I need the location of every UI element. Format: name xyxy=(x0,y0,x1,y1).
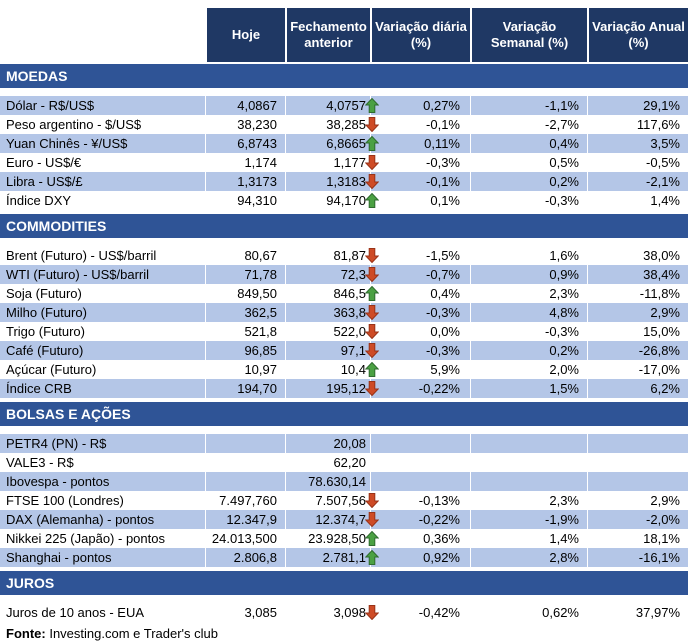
cell-var-anual: -2,1% xyxy=(587,172,688,191)
cell-var-anual: -16,1% xyxy=(587,548,688,567)
row-label: Café (Futuro) xyxy=(0,341,205,360)
cell-var-diaria xyxy=(370,603,470,622)
trend-up-icon xyxy=(365,98,379,113)
table-row xyxy=(0,529,688,548)
trend-arrow xyxy=(365,474,379,489)
cell-hoje: 849,50 xyxy=(205,284,285,303)
cell-fechamento: 20,08 xyxy=(285,434,370,453)
cell-var-semanal xyxy=(470,472,587,491)
cell-var-diaria xyxy=(370,191,470,210)
column-header-fechamento: Fechamento anterior xyxy=(285,8,370,62)
cell-fechamento: 81,87 xyxy=(285,246,370,265)
row-label: Índice DXY xyxy=(6,193,72,208)
row-label: Açúcar (Futuro) xyxy=(6,362,97,377)
trend-down-icon xyxy=(365,174,379,189)
cell-fechamento: 23.928,50 xyxy=(285,529,370,548)
section-rows xyxy=(0,434,688,567)
table-row xyxy=(0,453,688,472)
cell-var-semanal: 0,2% xyxy=(470,172,587,191)
cell-var-diaria xyxy=(370,379,470,398)
cell-fechamento: 6,8665 xyxy=(285,134,370,153)
cell-var-semanal: 0,2% xyxy=(470,341,587,360)
cell-var-semanal: 4,8% xyxy=(470,303,587,322)
cell-hoje: 24.013,500 xyxy=(205,529,285,548)
cell-var-diaria xyxy=(370,341,470,360)
row-label: DAX (Alemanha) - pontos xyxy=(0,510,205,529)
cell-var-diaria xyxy=(370,303,470,322)
cell-var-diaria xyxy=(370,529,470,548)
cell-hoje: 94,310 xyxy=(205,191,285,210)
var-diaria-value: -0,42% xyxy=(418,605,460,620)
var-diaria-value: 0,1% xyxy=(430,193,460,208)
cell-hoje: 362,5 xyxy=(205,303,285,322)
trend-down-icon xyxy=(365,117,379,132)
cell-hoje: 6,8743 xyxy=(205,134,285,153)
cell-var-semanal: 0,4% xyxy=(470,134,587,153)
column-header-var-diaria: Variação diária (%) xyxy=(370,8,470,62)
trend-arrow xyxy=(365,436,379,451)
row-label: Nikkei 225 (Japão) - pontos xyxy=(6,531,165,546)
section-rows xyxy=(0,96,688,210)
row-label: Ibovespa - pontos xyxy=(0,472,205,491)
cell-var-anual: 38,0% xyxy=(587,246,688,265)
trend-up-icon xyxy=(365,550,379,565)
cell-var-diaria xyxy=(370,246,470,265)
trend-arrow xyxy=(365,455,379,470)
section-title: BOLSAS E AÇÕES xyxy=(6,406,131,422)
cell-var-semanal: -2,7% xyxy=(470,115,587,134)
section-title: JUROS xyxy=(6,575,55,591)
row-label: Shanghai - pontos xyxy=(0,548,205,567)
var-diaria-value: -0,13% xyxy=(418,493,460,508)
table-row xyxy=(0,96,688,115)
cell-var-anual: -26,8% xyxy=(587,341,688,360)
trend-down-icon xyxy=(365,248,379,263)
table-row xyxy=(0,322,688,341)
cell-var-diaria xyxy=(370,360,470,379)
source-label: Fonte: xyxy=(6,626,46,641)
trend-down-icon xyxy=(365,605,379,620)
cell-var-anual: 29,1% xyxy=(587,96,688,115)
row-label: FTSE 100 (Londres) xyxy=(6,493,124,508)
trend-down-icon xyxy=(365,381,379,396)
cell-var-diaria xyxy=(370,548,470,567)
cell-hoje: 80,67 xyxy=(205,246,285,265)
cell-var-semanal: 2,3% xyxy=(470,284,587,303)
var-diaria-value: -0,3% xyxy=(426,305,460,320)
table-row xyxy=(0,434,688,453)
cell-hoje: 96,85 xyxy=(205,341,285,360)
table-row xyxy=(0,153,688,172)
row-label: Soja (Futuro) xyxy=(6,286,82,301)
cell-fechamento: 4,0757 xyxy=(285,96,370,115)
cell-fechamento: 363,8 xyxy=(285,303,370,322)
cell-var-semanal: 2,8% xyxy=(470,548,587,567)
cell-hoje xyxy=(205,472,285,491)
trend-down-icon xyxy=(365,512,379,527)
cell-hoje: 10,97 xyxy=(205,360,285,379)
table-row xyxy=(0,379,688,398)
cell-fechamento: 1,177 xyxy=(285,153,370,172)
cell-fechamento: 72,3 xyxy=(285,265,370,284)
row-label: Euro - US$/€ xyxy=(6,155,82,170)
row-label: Brent (Futuro) - US$/barril xyxy=(6,248,157,263)
table-row xyxy=(0,472,688,491)
cell-var-anual: 1,4% xyxy=(587,191,688,210)
cell-var-diaria xyxy=(370,491,470,510)
var-diaria-value: -0,1% xyxy=(426,117,460,132)
cell-var-semanal: -1,9% xyxy=(470,510,587,529)
cell-var-diaria xyxy=(370,453,470,472)
table-section xyxy=(0,571,688,622)
section-header xyxy=(0,402,688,426)
cell-hoje: 2.806,8 xyxy=(205,548,285,567)
trend-up-icon xyxy=(365,193,379,208)
trend-up-icon xyxy=(365,531,379,546)
cell-var-anual: 6,2% xyxy=(587,379,688,398)
cell-var-semanal: -0,3% xyxy=(470,322,587,341)
cell-hoje: 71,78 xyxy=(205,265,285,284)
source-note xyxy=(0,626,688,641)
cell-var-anual xyxy=(587,434,688,453)
cell-fechamento: 846,5 xyxy=(285,284,370,303)
cell-var-anual: 38,4% xyxy=(587,265,688,284)
section-rows xyxy=(0,603,688,622)
table-body xyxy=(0,64,688,622)
table-section xyxy=(0,64,688,210)
trend-down-icon xyxy=(365,267,379,282)
cell-fechamento: 94,170 xyxy=(285,191,370,210)
trend-up-icon xyxy=(365,136,379,151)
table-section xyxy=(0,402,688,567)
table-row xyxy=(0,172,688,191)
cell-var-anual: -2,0% xyxy=(587,510,688,529)
trend-up-icon xyxy=(365,362,379,377)
cell-var-anual: -17,0% xyxy=(587,360,688,379)
row-label: Dólar - R$/US$ xyxy=(0,96,205,115)
cell-var-anual xyxy=(587,472,688,491)
cell-hoje: 1,174 xyxy=(205,153,285,172)
var-diaria-value: -1,5% xyxy=(426,248,460,263)
cell-var-diaria xyxy=(370,434,470,453)
header-spacer xyxy=(0,8,205,62)
section-header xyxy=(0,214,688,238)
table-row xyxy=(0,303,688,322)
cell-var-diaria xyxy=(370,134,470,153)
table-row xyxy=(0,284,688,303)
cell-hoje: 12.347,9 xyxy=(205,510,285,529)
cell-fechamento: 38,285 xyxy=(285,115,370,134)
column-header-var-anual: Variação Anual (%) xyxy=(587,8,688,62)
row-label: Peso argentino - $/US$ xyxy=(6,117,142,132)
table-row xyxy=(0,341,688,360)
section-title: MOEDAS xyxy=(6,68,68,84)
row-label: Juros de 10 anos - EUA xyxy=(6,605,145,620)
cell-fechamento: 12.374,7 xyxy=(285,510,370,529)
cell-var-anual: 37,97% xyxy=(587,603,688,622)
table-row xyxy=(0,246,688,265)
cell-var-diaria xyxy=(370,115,470,134)
var-diaria-value: 5,9% xyxy=(430,362,460,377)
table-row xyxy=(0,360,688,379)
cell-var-semanal: 0,9% xyxy=(470,265,587,284)
cell-fechamento: 195,12 xyxy=(285,379,370,398)
cell-fechamento: 3,098 xyxy=(285,603,370,622)
var-diaria-value: 0,27% xyxy=(423,98,460,113)
column-header-var-semanal: Variação Semanal (%) xyxy=(470,8,587,62)
table-row xyxy=(0,491,688,510)
cell-var-semanal: 2,0% xyxy=(470,360,587,379)
cell-var-diaria xyxy=(370,322,470,341)
cell-var-semanal xyxy=(470,434,587,453)
cell-fechamento: 62,20 xyxy=(285,453,370,472)
cell-var-semanal: 0,5% xyxy=(470,153,587,172)
row-label: Milho (Futuro) xyxy=(0,303,205,322)
cell-hoje xyxy=(205,453,285,472)
trend-up-icon xyxy=(365,286,379,301)
row-label: PETR4 (PN) - R$ xyxy=(0,434,205,453)
table-row xyxy=(0,510,688,529)
table-row xyxy=(0,603,688,622)
cell-var-semanal: -0,3% xyxy=(470,191,587,210)
cell-fechamento: 7.507,56 xyxy=(285,491,370,510)
cell-var-anual: 18,1% xyxy=(587,529,688,548)
table-row xyxy=(0,265,688,284)
var-diaria-value: -0,1% xyxy=(426,174,460,189)
table-row xyxy=(0,191,688,210)
var-diaria-value: 0,4% xyxy=(430,286,460,301)
cell-var-anual: 3,5% xyxy=(587,134,688,153)
table-row xyxy=(0,548,688,567)
row-label: VALE3 - R$ xyxy=(6,455,74,470)
cell-fechamento: 522,0 xyxy=(285,322,370,341)
table-header xyxy=(0,8,688,62)
cell-var-semanal: 1,5% xyxy=(470,379,587,398)
var-diaria-value: -0,3% xyxy=(426,343,460,358)
cell-var-diaria xyxy=(370,472,470,491)
cell-fechamento: 2.781,1 xyxy=(285,548,370,567)
cell-var-diaria xyxy=(370,96,470,115)
var-diaria-value: 0,92% xyxy=(423,550,460,565)
var-diaria-value: 0,11% xyxy=(424,136,460,151)
cell-var-semanal: 1,6% xyxy=(470,246,587,265)
cell-hoje: 3,085 xyxy=(205,603,285,622)
cell-var-semanal: 0,62% xyxy=(470,603,587,622)
trend-down-icon xyxy=(365,493,379,508)
cell-var-diaria xyxy=(370,284,470,303)
trend-down-icon xyxy=(365,324,379,339)
cell-var-anual: 2,9% xyxy=(587,491,688,510)
cell-hoje: 4,0867 xyxy=(205,96,285,115)
cell-fechamento: 1,3183 xyxy=(285,172,370,191)
column-header-hoje: Hoje xyxy=(205,8,285,62)
section-header xyxy=(0,571,688,595)
cell-hoje: 38,230 xyxy=(205,115,285,134)
cell-var-anual: 15,0% xyxy=(587,322,688,341)
table-row xyxy=(0,115,688,134)
cell-var-diaria xyxy=(370,153,470,172)
cell-var-semanal: 1,4% xyxy=(470,529,587,548)
source-text: Investing.com e Trader's club xyxy=(45,626,219,641)
cell-fechamento: 78.630,14 xyxy=(285,472,370,491)
cell-var-diaria xyxy=(370,510,470,529)
row-label: Libra - US$/£ xyxy=(0,172,205,191)
var-diaria-value: -0,7% xyxy=(426,267,460,282)
section-title: COMMODITIES xyxy=(6,218,107,234)
cell-var-diaria xyxy=(370,172,470,191)
var-diaria-value: -0,22% xyxy=(418,381,460,396)
cell-fechamento: 97,1 xyxy=(285,341,370,360)
cell-var-semanal: 2,3% xyxy=(470,491,587,510)
trend-down-icon xyxy=(365,155,379,170)
section-rows xyxy=(0,246,688,398)
cell-hoje: 1,3173 xyxy=(205,172,285,191)
cell-var-anual: 2,9% xyxy=(587,303,688,322)
row-label: WTI (Futuro) - US$/barril xyxy=(0,265,205,284)
var-diaria-value: -0,3% xyxy=(426,155,460,170)
var-diaria-value: -0,22% xyxy=(418,512,460,527)
row-label: Índice CRB xyxy=(0,379,205,398)
row-label: Trigo (Futuro) xyxy=(6,324,85,339)
section-header xyxy=(0,64,688,88)
cell-hoje: 7.497,760 xyxy=(205,491,285,510)
cell-var-semanal xyxy=(470,453,587,472)
cell-var-semanal: -1,1% xyxy=(470,96,587,115)
table-section xyxy=(0,214,688,398)
cell-var-diaria xyxy=(370,265,470,284)
table-row xyxy=(0,134,688,153)
cell-hoje xyxy=(205,434,285,453)
trend-down-icon xyxy=(365,305,379,320)
row-label: Yuan Chinês - ¥/US$ xyxy=(0,134,205,153)
var-diaria-value: 0,36% xyxy=(423,531,460,546)
cell-hoje: 194,70 xyxy=(205,379,285,398)
cell-var-anual xyxy=(587,453,688,472)
trend-down-icon xyxy=(365,343,379,358)
cell-fechamento: 10,4 xyxy=(285,360,370,379)
var-diaria-value: 0,0% xyxy=(430,324,460,339)
cell-var-anual: -0,5% xyxy=(587,153,688,172)
cell-hoje: 521,8 xyxy=(205,322,285,341)
cell-var-anual: -11,8% xyxy=(587,284,688,303)
cell-var-anual: 117,6% xyxy=(587,115,688,134)
